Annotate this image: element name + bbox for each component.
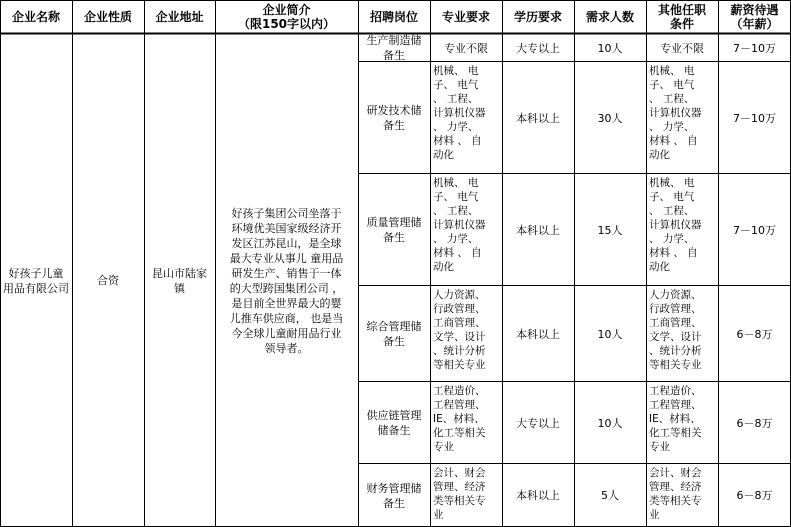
row-education: 大专以上 <box>516 41 560 55</box>
row-headcount: 15人 <box>597 223 623 237</box>
header-education: 学历要求 <box>502 0 574 34</box>
header-company-type: 企业性质 <box>72 0 144 34</box>
row-major: 人力资源、 行政管理、 工商管理、 文学、设计 、统计分析 等相关专业 <box>433 289 486 371</box>
row-education: 本科以上 <box>516 489 560 502</box>
header-company-intro: 企业简介 （限150字以内） <box>215 0 358 34</box>
row-other: 人力资源、 行政管理、 工商管理、 文学、设计 、统计分析 等相关专业 <box>649 289 702 371</box>
header-other: 其他任职 条件 <box>646 0 718 34</box>
company-type-cell: 合资 <box>97 274 119 287</box>
row-salary: 7－10万 <box>733 111 776 125</box>
row-other: 会计、财会 管理、经济 类等相关专 业 <box>649 467 702 521</box>
row-major: 机械、 电 子、 电气 、 工程、 计算机仪器 、 力学、 材料 、 自 动化 <box>433 65 486 161</box>
row-education: 本科以上 <box>516 111 560 125</box>
company-address-cell: 昆山市陆家 镇 <box>152 266 207 295</box>
row-position: 财务管理储 备生 <box>366 481 422 510</box>
row-other: 机械、 电 子、 电气 、 工程、 计算机仪器 、 力学、 材料 、 自 动化 <box>649 177 702 273</box>
row-major: 会计、财会 管理、经济 类等相关专 业 <box>433 467 486 521</box>
row-salary: 7－10万 <box>733 41 776 55</box>
row-salary: 6－8万 <box>736 489 773 502</box>
row-major: 专业不限 <box>444 41 488 55</box>
company-name-cell: 好孩子儿童 用品有限公司 <box>3 266 69 295</box>
row-position: 供应链管理 储备生 <box>366 409 422 437</box>
row-major: 机械、 电 子、 电气 、 工程、 计算机仪器 、 力学、 材料 、 自 动化 <box>433 177 486 273</box>
row-salary: 7－10万 <box>733 223 776 237</box>
row-major: 工程造价、 工程管理、 IE、材料、 化工等相关 专业 <box>433 385 486 453</box>
row-headcount: 10人 <box>597 416 623 430</box>
row-other: 工程造价、 工程管理、 IE、材料、 化工等相关 专业 <box>649 385 702 453</box>
header-company-name: 企业名称 <box>0 0 72 34</box>
row-education: 本科以上 <box>516 327 560 341</box>
row-education: 大专以上 <box>516 416 560 430</box>
row-education: 本科以上 <box>516 223 560 237</box>
row-position: 综合管理储 备生 <box>366 320 422 348</box>
row-headcount: 10人 <box>597 41 623 55</box>
row-salary: 6－8万 <box>736 327 773 341</box>
row-position: 质量管理储 备生 <box>366 216 422 244</box>
row-headcount: 30人 <box>597 111 623 125</box>
header-headcount: 需求人数 <box>574 0 646 34</box>
row-other: 机械、 电 子、 电气 、 工程、 计算机仪器 、 力学、 材料 、 自 动化 <box>649 65 702 161</box>
header-salary: 薪资待遇 （年薪） <box>718 0 791 34</box>
header-major: 专业要求 <box>430 0 502 34</box>
row-headcount: 10人 <box>597 327 623 341</box>
company-intro-cell: 好孩子集团公司坐落于 环境优美国家级经济开 发区江苏昆山，是全球 最大专业从事儿 童用品 研发生产、销售于一体 的大型跨国集团公司 ， 是目前全世界最大的婴 儿推车供应商， 也是当 今全球儿童耐用品行业 领导者。 <box>229 206 344 355</box>
header-company-address: 企业地址 <box>144 0 215 34</box>
row-other: 专业不限 <box>660 41 704 55</box>
row-salary: 6－8万 <box>736 416 773 430</box>
row-position: 研发技术储 备生 <box>366 104 422 132</box>
header-position: 招聘岗位 <box>358 0 430 34</box>
row-headcount: 5人 <box>601 489 619 502</box>
row-position: 生产制造储 备生 <box>366 34 422 62</box>
